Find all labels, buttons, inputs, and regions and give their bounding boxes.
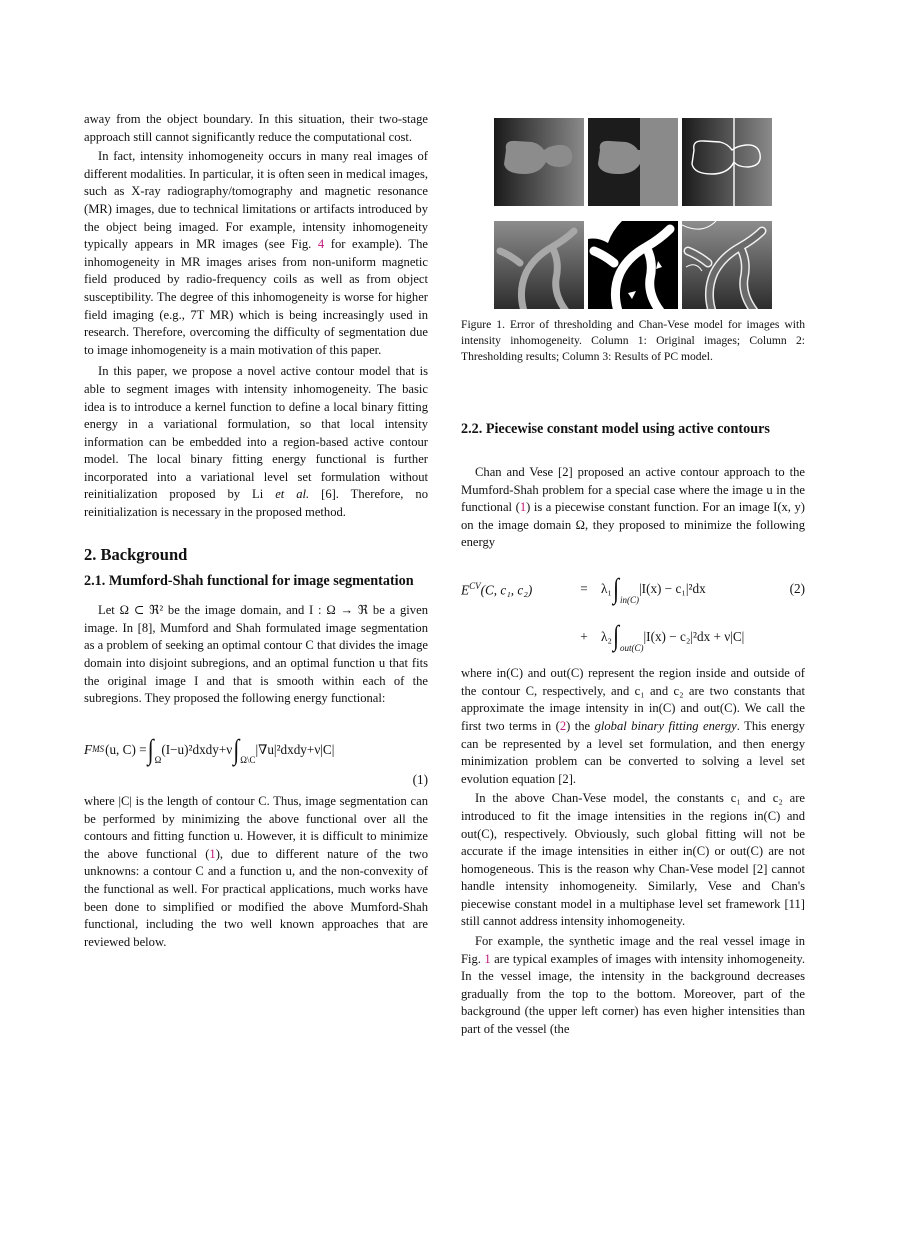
equation-number: (2) [789,580,805,596]
paragraph: In fact, intensity inhomogeneity occurs in many real images of different modalities. In particular, it is often seen in medical images, such as X-ray radiography/tomography and magnetic resonance (MR) images, due to technical limitations or artifacts introduced by the object being imaged. For example, intensity inhomogeneity typically appears in MR images (see Fig. 4 for example). The inhomogeneity in MR images arises from non-uniform magnetic field produced by radio-frequency coils as well as from object susceptibility. The degree of this inhomogeneity is worse for higher field imaging (e.g., 7T MR) which is being increasingly used in research. Therefore, overcoming the difficulty of segmentation due to image inhomogeneity is a main motivation of this paper. [84,149,428,357]
paragraph: In the above Chan-Vese model, the constants c₁ and c₂ are introduced to fit the image intensities in the regions in(C) and out(C), respectively. Obviously, such global fitting will not be accurate if the image intensities in either in(C) or out(C) are not homogeneous. This is the reason why Chan-Vese model [2] cannot handle intensity inhomogeneity. Similarly, Vese and Chan's piecewise constant model in a multiphase level set framework [11] still cannot address intensity inhomogeneity. [461,791,805,929]
paragraph: Chan and Vese [2] proposed an active contour approach to the Mumford-Shah problem for a special case where the image u in the functional (1) is a piecewise constant function. For an image I(x, y) on the image domain Ω, they proposed to minimize the following energy [461,465,805,550]
synthetic-original-image [494,118,584,206]
paragraph: away from the object boundary. In this situation, their two-stage approach still cannot significantly reduce the computational cost. [84,112,428,144]
vessel-original-image [494,221,584,309]
figure-ref-link[interactable]: 4 [317,237,325,252]
paragraph: Let Ω ⊂ ℜ² be the image domain, and I : Ω → ℜ be a given image. In [8], Mumford and Shah formulated image segmentation as a problem of seeking an optimal contour C that divides the image domain into disjoint subregions, and an optimal function u that fits the original image I and that is smooth within each of the subregions. They proposed the following energy functional: [84,603,428,706]
section-heading: 2. Background [84,544,188,564]
paragraph: where |C| is the length of contour C. Thus, image segmentation can be performed by minimizing the above functional over all the contours and fitting function u. However, it is difficult to minimize the above functional (1), due to different nature of the two unknowns: a contour C and a function u, and the non-convexity of the functional as well. For practical applications, much works have been done to simplified or modified the above Mumford-Shah functional, including the two well known approaches that are reviewed below. [84,794,429,949]
synthetic-threshold-image [588,118,678,206]
figure-row-synthetic [461,118,805,206]
vessel-threshold-image [588,221,678,309]
equation-ref-link[interactable]: 2 [559,718,567,733]
left-column [84,111,428,951]
subsection-heading: 2.2. Piecewise constant model using active contours [461,421,770,437]
figure-ref-link[interactable]: 1 [484,951,491,966]
equation-number: (1) [412,772,428,788]
figure-row-vessel [461,221,805,309]
right-column [461,118,805,1039]
equation-1: F MS (u, C) = ∫ $_\Omega$ (I−u)²dxdy+ν ∫ $_{\Omega\backslash C}$ |∇u|²dxdy+ν|C| (1) [84,732,428,788]
paragraph: For example, the synthetic image and the real vessel image in Fig. 1 are typical examples of images with intensity inhomogeneity. In the vessel image, the intensity in the background decreases gradually from the top to the bottom. Moreover, part of the background (the upper left corner) has even higher intensities than part of the vessel (the [461,934,805,1037]
synthetic-pc-result-image [682,118,772,206]
equation-ref-link[interactable]: 1 [519,500,527,515]
equation-2: $E^{CV}(C$, c₁, c₂) = λ₁ ∫ $_{in(C)}$ |I(x) − c₁|²dx (2) + λ₂ ∫ $_{out(C)}$ |I(x) − c₂|²dx + ν|C| [461,571,805,653]
figure-caption: Figure 1. Error of thresholding and Chan-Vese model for images with intensity inhomogeneity. Column 1: Original images; Column 2: Thresholding results; Column 3: Results of PC model. [461,318,805,363]
subsection-heading: 2.1. Mumford-Shah functional for image segmentation [84,573,414,590]
paragraph: where in(C) and out(C) represent the region inside and outside of the contour C, respectively, and c₁ and c₂ are two constants that approximate the image intensity in in(C) and out(C). We call the first two terms in (2) the global binary fitting energy. This energy can be represented by a level set formulation, and then energy minimization problem can be converted to solving a level set evolution equation [2]. [461,666,805,786]
figure-1 [461,118,805,365]
vessel-pc-result-image [682,221,772,309]
paragraph: In this paper, we propose a novel active contour model that is able to segment images with intensity inhomogeneity. The basic idea is to introduce a kernel function to define a local binary fitting energy in a variational formulation, so that local intensity information can be embedded into a region-based active contour model. The local binary fitting energy functional is further incorporated into a variational level set formulation without reinitialization proposed by Li et al. [6]. Therefore, no reinitialization is necessary in the proposed method. [84,364,428,520]
equation-ref-link[interactable]: 1 [209,846,216,861]
